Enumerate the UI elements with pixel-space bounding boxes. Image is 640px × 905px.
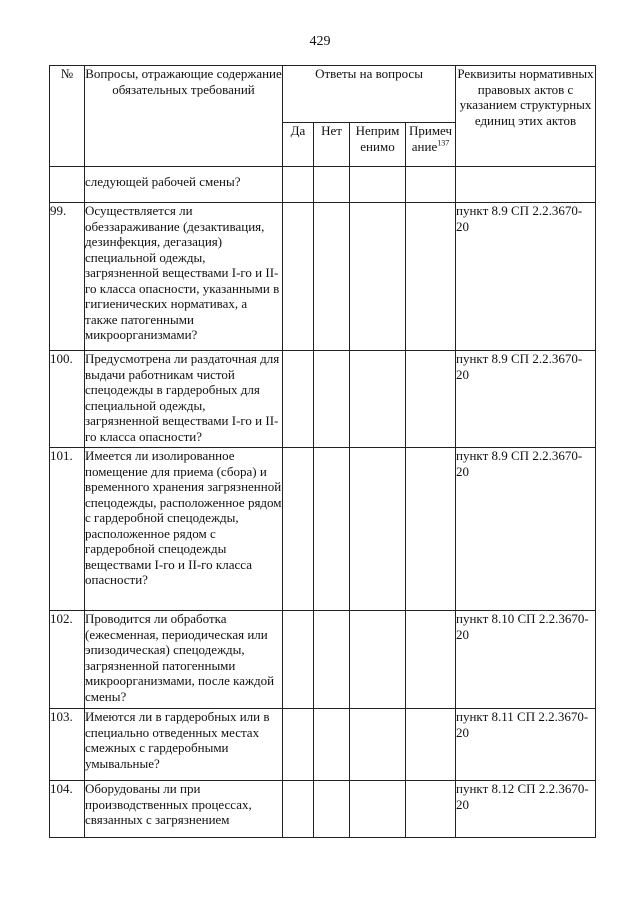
answer-yes-cell[interactable]	[283, 351, 314, 448]
row-number-cell: 102.	[50, 611, 85, 709]
row-number-cell: 101.	[50, 448, 85, 611]
row-requisite-cell: пункт 8.11 СП 2.2.3670-20	[456, 709, 596, 781]
answer-not-applicable-cell[interactable]	[350, 709, 406, 781]
row-requisite-cell: пункт 8.9 СП 2.2.3670-20	[456, 351, 596, 448]
answer-note-cell[interactable]	[406, 203, 456, 351]
answer-no-cell[interactable]	[314, 351, 350, 448]
row-question-cell: Проводится ли обработка (ежесменная, периодическая или эпизодическая) спецодежды, загрязненной патогенными микроорганизмами, после каждой смены?	[85, 611, 283, 709]
table-row	[50, 448, 596, 611]
answer-not-applicable-cell[interactable]	[350, 611, 406, 709]
answer-no-cell[interactable]	[314, 709, 350, 781]
requirements-checklist-table	[49, 65, 596, 838]
header-number: №	[50, 66, 85, 167]
row-question-cell: Оборудованы ли при производственных процессах, связанных с загрязнением	[85, 781, 283, 838]
answer-no-cell[interactable]	[314, 203, 350, 351]
row-requisite-cell	[456, 167, 596, 203]
page-number: 429	[309, 34, 331, 49]
row-question-cell: Имеется ли изолированное помещение для приема (сбора) и временного хранения загрязненной спецодежды, расположенное рядом с гардеробной спецодежды, расположенное рядом с гардеробной спецодежды веществами I-го и II-го класса опасности?	[85, 448, 283, 611]
answer-note-cell[interactable]	[406, 351, 456, 448]
answer-no-cell[interactable]	[314, 611, 350, 709]
answer-yes-cell[interactable]	[283, 167, 314, 203]
header-no: Нет	[314, 123, 350, 167]
answer-no-cell[interactable]	[314, 167, 350, 203]
row-requisite-cell: пункт 8.12 СП 2.2.3670-20	[456, 781, 596, 838]
table-row	[50, 781, 596, 838]
answer-note-cell[interactable]	[406, 448, 456, 611]
table-row	[50, 203, 596, 351]
answer-no-cell[interactable]	[314, 781, 350, 838]
row-requisite-cell: пункт 8.10 СП 2.2.3670-20	[456, 611, 596, 709]
row-number-cell: 99.	[50, 203, 85, 351]
answer-yes-cell[interactable]	[283, 203, 314, 351]
row-number-cell: 100.	[50, 351, 85, 448]
answer-not-applicable-cell[interactable]	[350, 781, 406, 838]
answer-yes-cell[interactable]	[283, 448, 314, 611]
row-number-cell: 104.	[50, 781, 85, 838]
row-question-cell: Имеются ли в гардеробных или в специально отведенных местах смежных с гардеробными умывальные?	[85, 709, 283, 781]
row-question-cell: Осуществляется ли обеззараживание (дезактивация, дезинфекция, дегазация) специальной одежды, загрязненной веществами I-го и II-го класса опасности, указанными в гигиенических нормативах, а также патогенными микроорганизмами?	[85, 203, 283, 351]
answer-yes-cell[interactable]	[283, 611, 314, 709]
header-answers: Ответы на вопросы	[283, 66, 456, 123]
header-note	[406, 123, 456, 167]
answer-not-applicable-cell[interactable]	[350, 351, 406, 448]
table-row	[50, 611, 596, 709]
answer-no-cell[interactable]	[314, 448, 350, 611]
answer-note-cell[interactable]	[406, 611, 456, 709]
answer-not-applicable-cell[interactable]	[350, 203, 406, 351]
row-requisite-cell: пункт 8.9 СП 2.2.3670-20	[456, 203, 596, 351]
answer-note-cell[interactable]	[406, 167, 456, 203]
table-row	[50, 709, 596, 781]
answer-not-applicable-cell[interactable]	[350, 448, 406, 611]
row-number-cell: 103.	[50, 709, 85, 781]
header-question: Вопросы, отражающие содержание обязательных требований	[85, 66, 283, 167]
row-number-cell	[50, 167, 85, 203]
answer-yes-cell[interactable]	[283, 709, 314, 781]
table-row	[50, 351, 596, 448]
header-note-label: Примеч ание	[408, 123, 453, 154]
answer-note-cell[interactable]	[406, 709, 456, 781]
header-requisites: Реквизиты нормативных правовых актов с указанием структурных единиц этих актов	[456, 66, 596, 167]
answer-note-cell[interactable]	[406, 781, 456, 838]
row-question-cell: Предусмотрена ли раздаточная для выдачи работникам чистой спецодежды в гардеробных для специальной одежды, загрязненной веществами I-го и II-го класса опасности?	[85, 351, 283, 448]
table-row-continuation	[50, 167, 596, 203]
answer-yes-cell[interactable]	[283, 781, 314, 838]
header-yes: Да	[283, 123, 314, 167]
header-not-applicable: Неприм енимо	[350, 123, 406, 167]
answer-not-applicable-cell[interactable]	[350, 167, 406, 203]
row-question-cell: следующей рабочей смены?	[85, 167, 283, 203]
footnote-marker: 137	[437, 138, 450, 148]
row-requisite-cell: пункт 8.9 СП 2.2.3670-20	[456, 448, 596, 611]
